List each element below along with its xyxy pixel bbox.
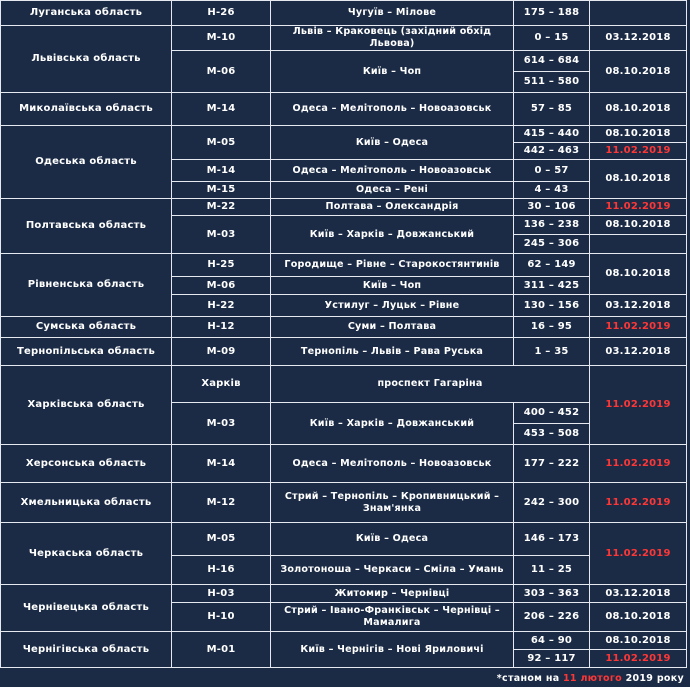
route-cell: Чугуїв – Мілове <box>271 1 514 26</box>
road-code-cell: М-05 <box>172 523 271 556</box>
footnote <box>497 673 684 684</box>
region-cell: Луганська область <box>1 1 172 26</box>
region-cell: Сумська область <box>1 317 172 338</box>
date-cell: 03.12.2018 <box>590 26 687 51</box>
km-cell: 303 – 363 <box>514 585 590 603</box>
road-code-cell: Н-26 <box>172 1 271 26</box>
route-cell: Городище – Рівне – Старокостянтинів <box>271 254 514 277</box>
route-cell: Одеса – Мелітополь – Новоазовськ <box>271 160 514 182</box>
date-cell: 08.10.2018 <box>590 51 687 93</box>
date-cell <box>590 235 687 254</box>
km-cell: 146 – 173 <box>514 523 590 556</box>
km-cell: 442 – 463 <box>514 143 590 160</box>
date-cell: 11.02.2019 <box>590 650 687 668</box>
road-code-cell: М-14 <box>172 93 271 126</box>
km-cell: 0 – 15 <box>514 26 590 51</box>
km-cell: 400 – 452 <box>514 403 590 424</box>
road-code-cell: Н-03 <box>172 585 271 603</box>
date-cell: 08.10.2018 <box>590 126 687 143</box>
road-code-cell: М-06 <box>172 51 271 93</box>
km-cell: 1 – 35 <box>514 338 590 366</box>
region-cell: Чернігівська область <box>1 632 172 668</box>
route-cell: Київ – Чоп <box>271 51 514 93</box>
region-cell: Харківська область <box>1 366 172 445</box>
date-cell: 08.10.2018 <box>590 216 687 235</box>
date-cell: 08.10.2018 <box>590 93 687 126</box>
region-cell: Львівська область <box>1 26 172 93</box>
date-cell: 11.02.2019 <box>590 523 687 585</box>
route-cell: Одеса – Рені <box>271 182 514 199</box>
date-cell: 03.12.2018 <box>590 295 687 317</box>
route-cell: Київ – Харків – Довжанський <box>271 216 514 254</box>
road-code-cell: М-09 <box>172 338 271 366</box>
route-cell: Київ – Харків – Довжанський <box>271 403 514 445</box>
date-cell: 11.02.2019 <box>590 199 687 216</box>
footnote-prefix: *станом на <box>496 673 560 684</box>
km-cell: 92 – 117 <box>514 650 590 668</box>
km-cell: 614 – 684 <box>514 51 590 72</box>
route-cell: Київ – Чоп <box>271 277 514 295</box>
route-cell: Полтава – Олександрія <box>271 199 514 216</box>
road-code-cell: М-10 <box>172 26 271 51</box>
road-code-cell: Н-12 <box>172 317 271 338</box>
km-cell: 245 – 306 <box>514 235 590 254</box>
km-cell: 57 – 85 <box>514 93 590 126</box>
road-code-cell: М-14 <box>172 445 271 483</box>
road-code-cell: М-03 <box>172 403 271 445</box>
region-cell: Черкаська область <box>1 523 172 585</box>
road-code-cell: М-15 <box>172 182 271 199</box>
date-cell: 03.12.2018 <box>590 585 687 603</box>
route-cell: Одеса – Мелітополь – Новоазовськ <box>271 445 514 483</box>
road-code-cell: Н-25 <box>172 254 271 277</box>
route-cell: Київ – Одеса <box>271 523 514 556</box>
road-code-cell: М-06 <box>172 277 271 295</box>
route-cell: Київ – Одеса <box>271 126 514 160</box>
date-cell: 08.10.2018 <box>590 160 687 199</box>
region-cell: Полтавська область <box>1 199 172 254</box>
route-cell: Одеса – Мелітополь – Новоазовськ <box>271 93 514 126</box>
footnote-suffix: 2019 року <box>625 673 684 684</box>
region-cell: Чернівецька область <box>1 585 172 632</box>
road-code-cell: Н-16 <box>172 556 271 585</box>
road-code-cell: М-01 <box>172 632 271 668</box>
road-code-cell: Н-22 <box>172 295 271 317</box>
date-cell: 11.02.2019 <box>590 483 687 523</box>
date-cell: 11.02.2019 <box>590 366 687 445</box>
footnote-date: 11 лютого <box>563 673 622 684</box>
region-cell: Рівненська область <box>1 254 172 317</box>
road-code-cell: М-12 <box>172 483 271 523</box>
region-cell: Хмельницька область <box>1 483 172 523</box>
km-cell: 511 – 580 <box>514 72 590 93</box>
km-cell: 62 – 149 <box>514 254 590 277</box>
km-cell: 175 – 188 <box>514 1 590 26</box>
road-code-cell: М-14 <box>172 160 271 182</box>
km-cell: 311 – 425 <box>514 277 590 295</box>
route-cell: Стрий – Тернопіль – Кропивницький – Знам'янка <box>271 483 514 523</box>
km-cell: 415 – 440 <box>514 126 590 143</box>
route-cell: Устилуг – Луцьк – Рівне <box>271 295 514 317</box>
km-cell: 242 – 300 <box>514 483 590 523</box>
km-cell: 453 – 508 <box>514 424 590 445</box>
road-code-cell: М-22 <box>172 199 271 216</box>
date-cell: 08.10.2018 <box>590 603 687 632</box>
route-cell: Стрий – Івано-Франківськ – Чернівці – Мамалига <box>271 603 514 632</box>
date-cell: 03.12.2018 <box>590 338 687 366</box>
road-code-cell: Харків <box>172 366 271 403</box>
km-cell: 206 – 226 <box>514 603 590 632</box>
km-cell: 11 – 25 <box>514 556 590 585</box>
route-cell: Житомир – Чернівці <box>271 585 514 603</box>
route-cell: Золотоноша – Черкаси – Сміла – Умань <box>271 556 514 585</box>
km-cell: 16 – 95 <box>514 317 590 338</box>
km-cell: 130 – 156 <box>514 295 590 317</box>
km-cell: 4 – 43 <box>514 182 590 199</box>
date-cell: 11.02.2019 <box>590 445 687 483</box>
route-cell: Суми – Полтава <box>271 317 514 338</box>
km-cell: 177 – 222 <box>514 445 590 483</box>
road-code-cell: М-03 <box>172 216 271 254</box>
date-cell <box>590 1 687 26</box>
km-cell: 64 – 90 <box>514 632 590 650</box>
date-cell: 08.10.2018 <box>590 254 687 295</box>
route-cell: Львів – Краковець (західний обхід Львова) <box>271 26 514 51</box>
km-cell: 30 – 106 <box>514 199 590 216</box>
date-cell: 11.02.2019 <box>590 317 687 338</box>
route-cell: Київ – Чернігів – Нові Яриловичі <box>271 632 514 668</box>
region-cell: Тернопільська область <box>1 338 172 366</box>
date-cell: 08.10.2018 <box>590 632 687 650</box>
date-cell: 11.02.2019 <box>590 143 687 160</box>
route-cell: проспект Гагаріна <box>271 366 590 403</box>
region-cell: Миколаївська область <box>1 93 172 126</box>
region-cell: Херсонська область <box>1 445 172 483</box>
route-cell: Тернопіль – Львів – Рава Руська <box>271 338 514 366</box>
road-code-cell: Н-10 <box>172 603 271 632</box>
km-cell: 136 – 238 <box>514 216 590 235</box>
road-code-cell: М-05 <box>172 126 271 160</box>
km-cell: 0 – 57 <box>514 160 590 182</box>
region-cell: Одеська область <box>1 126 172 199</box>
